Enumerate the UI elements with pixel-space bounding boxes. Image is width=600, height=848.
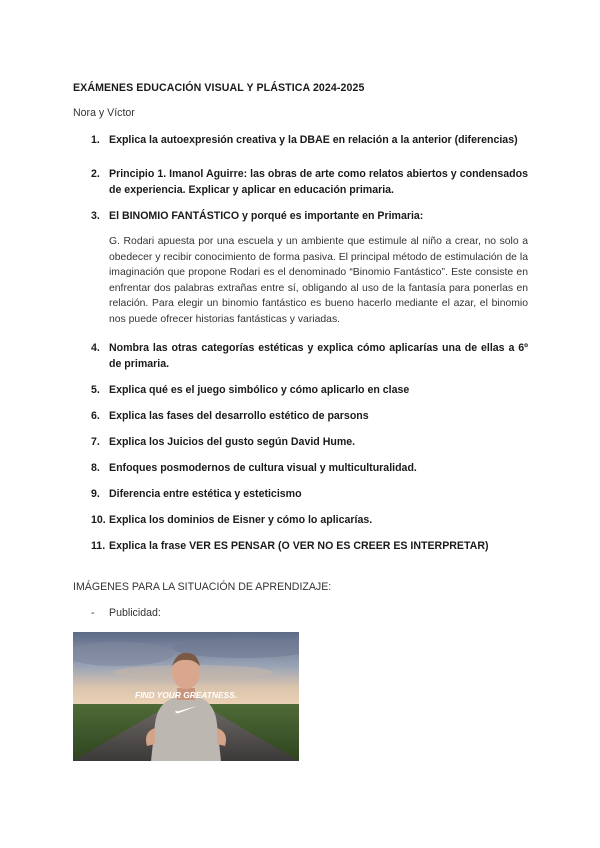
question-item xyxy=(91,340,528,373)
question-number: 11. xyxy=(91,539,106,552)
question-text: Nombra las otras categorías estéticas y explica cómo aplicarías una de ellas a 6º de primaria. xyxy=(109,341,528,371)
question-number: 3. xyxy=(91,209,100,222)
question-item xyxy=(91,512,528,529)
question-text: Explica las fases del desarrollo estético de parsons xyxy=(109,409,369,422)
question-text: Explica la autoexpresión creativa y la DBAE en relación a la anterior (diferencias) xyxy=(109,134,518,146)
question-text: Explica los dominios de Eisner y cómo lo aplicarías. xyxy=(109,513,373,526)
question-list xyxy=(91,132,528,564)
question-text: Explica qué es el juego simbólico y cómo aplicarlo en clase xyxy=(109,383,410,396)
answer-paragraph: G. Rodari apuesta por una escuela y un ambiente que estimule al niño a crear, no solo a obedecer y recibir conocimiento de forma pasiva. El principal método de estimulación de la imaginación que propone Rodari es el denominado “Binomio Fantástico”. Este consiste en enfrentar dos palabras extrañas entre sí, obligando al uso de la fantasía para ponerlas en relación. Para elegir un binomio fantástico es bueno hacerlo mediante el azar, el binomio nos puede ofrecer historias fantásticas y variadas. xyxy=(109,236,528,325)
advertisement-photo xyxy=(73,632,299,761)
advertisement-image xyxy=(73,632,299,761)
question-item xyxy=(91,166,528,199)
question-text: El BINOMIO FANTÁSTICO y porqué es importante en Primaria: xyxy=(109,209,424,222)
question-number: 2. xyxy=(91,167,100,180)
question-item xyxy=(91,486,528,503)
list-dash: - xyxy=(91,607,95,619)
question-text: Explica la frase VER ES PENSAR (O VER NO ES CREER ES INTERPRETAR) xyxy=(109,539,489,552)
question-item xyxy=(91,460,528,477)
question-number: 8. xyxy=(91,461,100,474)
images-section-title: IMÁGENES PARA LA SITUACIÓN DE APRENDIZAJE: xyxy=(73,581,332,593)
advert-slogan: FIND YOUR GREATNESS. xyxy=(134,690,238,700)
question-number: 10. xyxy=(91,513,106,526)
question-number: 5. xyxy=(91,383,100,396)
question-number: 9. xyxy=(91,487,100,500)
question-item xyxy=(91,408,528,425)
question-number: 6. xyxy=(91,409,100,422)
question-number: 7. xyxy=(91,435,100,448)
question-text: Enfoques posmodernos de cultura visual y multiculturalidad. xyxy=(109,461,417,474)
question-item xyxy=(91,382,528,399)
question-item xyxy=(91,208,528,225)
question-number: 4. xyxy=(91,341,100,354)
question-item xyxy=(91,132,528,149)
question-number: 1. xyxy=(91,134,100,146)
question-item xyxy=(91,538,528,555)
images-list-label: Publicidad: xyxy=(109,607,161,619)
question-text: Principio 1. Imanol Aguirre: las obras de arte como relatos abiertos y condensados de experiencia. Explicar y aplicar en educación primaria. xyxy=(109,167,528,196)
document-authors: Nora y Víctor xyxy=(73,107,135,119)
question-text: Explica los Juicios del gusto según David Hume. xyxy=(109,435,356,448)
document-title: EXÁMENES EDUCACIÓN VISUAL Y PLÁSTICA 2024-2025 xyxy=(73,82,365,94)
question-item xyxy=(91,434,528,451)
question-text: Diferencia entre estética y esteticismo xyxy=(109,487,302,500)
